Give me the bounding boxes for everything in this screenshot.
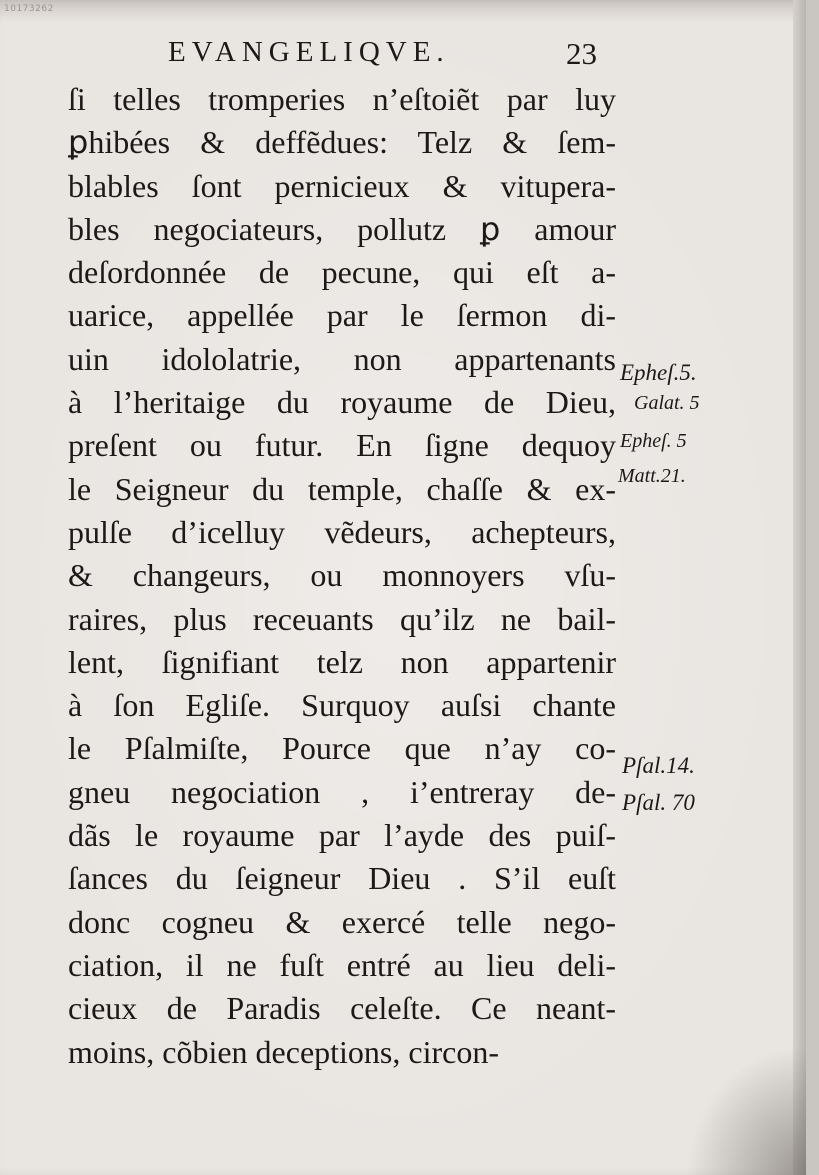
text-line: à ſon Egliſe. Surquoy auſsi chante [68, 687, 616, 724]
text-line: donc cogneu & exercé telle nego- [68, 903, 616, 940]
text-line: cieux de Paradis celeſte. Ce neant- [68, 990, 616, 1027]
text-line: ſi telles tromperies n’eſtoiẽt par luy [68, 81, 616, 117]
text-line: blables ſont pernicieux & vitupera- [68, 167, 616, 204]
margin-note-matthew: Matt.21. [618, 465, 686, 487]
running-head: EVANGELIQVE. [168, 36, 450, 68]
text-line: moins, cõbien deceptions, circon- [68, 1033, 499, 1070]
margin-note-psalm-70: Pſal. 70 [622, 790, 695, 815]
text-line: ꝑhibées & deffẽdues: Telz & ſem- [68, 124, 616, 161]
text-line: pulſe d’icelluy vẽdeurs, achepteurs, [68, 513, 616, 550]
text-line: bles negociateurs, pollutz ꝑ amour [68, 210, 616, 247]
margin-note-galatians: Galat. 5 [634, 392, 700, 414]
text-line: uin idololatrie, non appartenants [68, 340, 616, 377]
page-edge [793, 0, 806, 1175]
text-line: deſordonnée de pecune, qui eſt a- [68, 254, 616, 291]
text-line: lent, ſignifiant telz non appartenir [68, 643, 616, 680]
text-line: dãs le royaume par l’ayde des puiſ- [68, 817, 616, 854]
reference-id: 10173262 [4, 4, 54, 14]
text-line: le Pſalmiſte, Pource que n’ay co- [68, 730, 616, 767]
text-line: & changeurs, ou monnoyers vſu- [68, 557, 616, 594]
text-line: ſances du ſeigneur Dieu . S’il euſt [68, 860, 616, 897]
page-corner-stain [686, 1045, 806, 1175]
text-line: ciation, il ne fuſt entré au lieu deli- [68, 946, 616, 983]
text-line: preſent ou futur. En ſigne dequoy [68, 427, 616, 464]
text-line: gneu negociation , i’entreray de- [68, 773, 616, 810]
margin-note-ephesians-2: Epheſ. 5 [620, 430, 687, 452]
margin-note-psalm-14: Pſal.14. [622, 753, 695, 778]
margin-note-ephesians: Epheſ.5. [620, 360, 697, 385]
page-number: 23 [566, 36, 597, 71]
text-line: à l’heritaige du royaume de Dieu, [68, 384, 616, 421]
text-line: raires, plus receuants qu’ilz ne bail- [68, 600, 616, 637]
text-line: uarice, appellée par le ſermon di- [68, 297, 616, 334]
text-line: le Seigneur du temple, chaſſe & ex- [68, 470, 616, 507]
body-text [68, 78, 616, 1074]
